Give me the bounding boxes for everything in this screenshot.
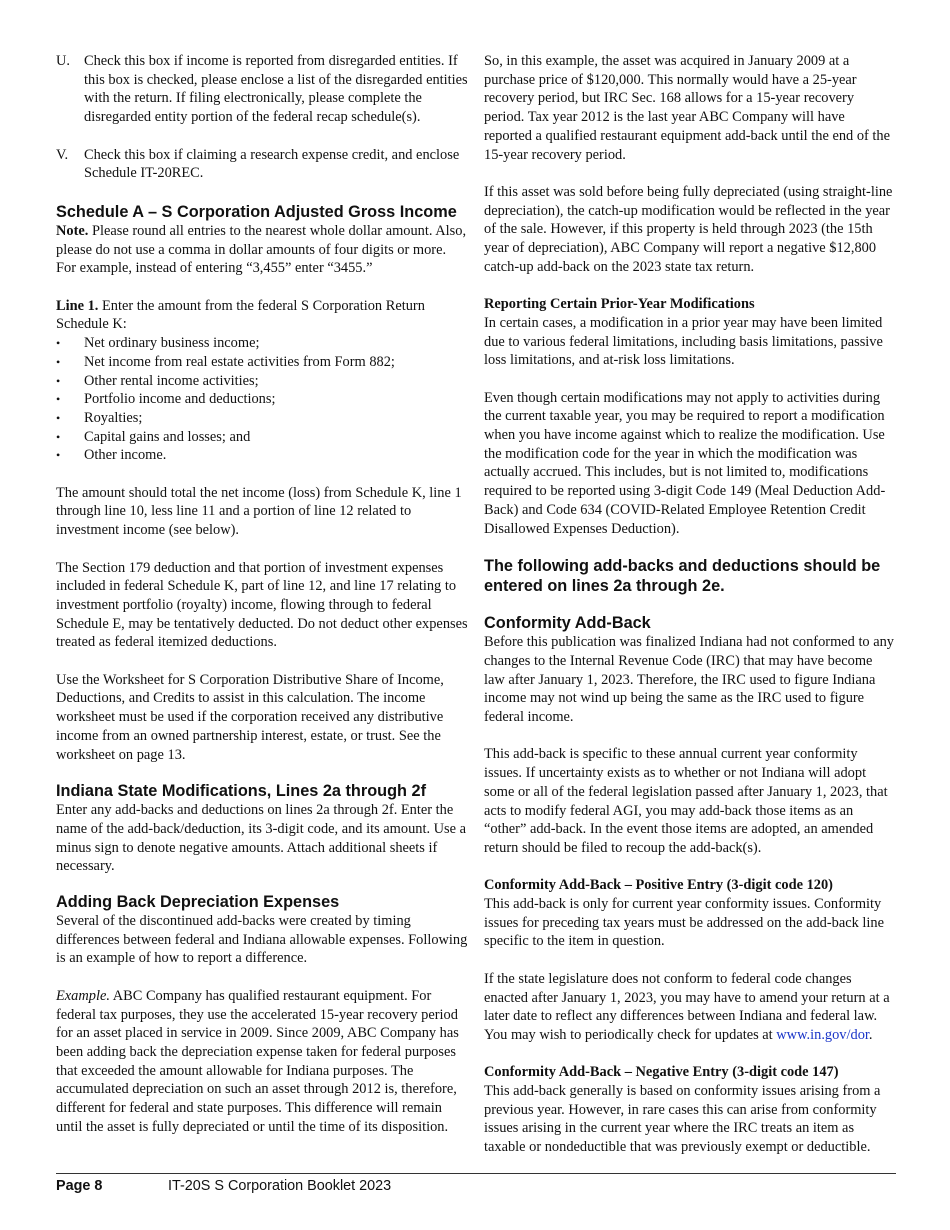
depreciation-paragraph: Several of the discontinued add-backs were created by timing differences between federal and Indiana allowable expenses. Following is an example of how to report a difference. [56,913,468,967]
example-label: Example. [56,987,110,1004]
note-label: Note. [56,222,89,239]
bullet-icon: • [56,392,61,407]
note-paragraph [56,222,468,278]
list-text: Check this box if income is reported from disregarded entities. If this box is checked, please enclose a list of the disregarded entities with the return. If filing electronically, please complete the disregarded entity portion of the federal recap schedule(s). [84,53,468,126]
example-text: ABC Company has qualified restaurant equipment. For federal tax purposes, they use the accelerated 15-year recovery period for an asset placed in service in 2009. Since 2009, ABC Company has been adding back the depreciation expense taken for federal purposes that exceeded the amount allowable for Indiana purposes. The accumulated depreciation on such an asset through 2012 is, therefore, different for federal and state purposes. This difference will remain until the asset is fully depreciated or until the time of its disposition. [56,987,459,1135]
indiana-paragraph: Enter any add-backs and deductions on lines 2a through 2f. Enter the name of the add-back/deduction, its 3-digit code, and its amount. Use a minus sign to denote negative amounts. Attach additional sheets if necessary. [56,802,467,875]
sold-asset-paragraph: If this asset was sold before being fully depreciated (using straight-line depreciation), the catch-up modification would be reflected in the year of the sale. However, if this property is held through 2023 (the 15th year of depreciation), ABC Company will report a negative $12,800 catch-up add-back on the 2023 state tax return. [484,183,893,275]
positive-entry-heading: Conformity Add-Back – Positive Entry (3-digit code 120) [484,877,833,894]
even-though-paragraph: Even though certain modifications may not apply to activities during the current taxable year, you may be required to report a modification when you have income against which to realize the modification. Use the modification code for the year in which the modification was actually accrued. This includes, but is not limited to, modifications required to be reported using 3-digit Code 149 (Meal Deduction Add-Back) and Code 634 (COVID-Related Employee Retention Credit Disallowed Expenses Deduction). [484,389,886,537]
list-marker: U. [56,53,70,69]
conformity-addback-heading: Conformity Add-Back [484,614,651,633]
total-paragraph: The amount should total the net income (loss) from Schedule K, line 1 through line 10, less line 11 and a portion of line 12 related to investment income (see below). [56,484,462,539]
bullet-icon: • [56,354,61,369]
list-marker: V. [56,146,69,163]
depreciation-heading: Adding Back Depreciation Expenses [56,893,340,912]
prior-year-heading: Reporting Certain Prior-Year Modifications [484,296,755,313]
bullet-item: • Portfolio income and deductions; [56,391,276,408]
positive-entry-paragraph: This add-back is only for current year conformity issues. Conformity issues for preceding tax years must be addressed on the add-back line specific to the item in question. [484,896,885,950]
indiana-modifications-heading: Indiana State Modifications, Lines 2a through 2f [56,782,426,801]
list-item-u [56,52,468,127]
right-column [484,52,896,1157]
footer-divider [56,1173,896,1174]
worksheet-paragraph: Use the Worksheet for S Corporation Distributive Share of Income, Deductions, and Credits to assist in this calculation. The income worksheet must be used if the corporation received any distributive income from an owned partnership interest, estate, or trust. See the worksheet on page 13. [56,671,444,763]
schedule-k-bullet-list [56,334,468,465]
example-paragraph [56,987,468,1137]
dor-website-link[interactable]: www.in.gov/dor [776,1026,869,1043]
list-text: Check this box if claiming a research expense credit, and enclose Schedule IT-20REC. [84,146,460,182]
negative-entry-heading: Conformity Add-Back – Negative Entry (3-digit code 147) [484,1064,839,1081]
line1-paragraph [56,297,468,334]
bullet-item: • Other rental income activities; [56,372,259,389]
bullet-icon: • [56,373,61,388]
bullet-icon: • [56,410,61,425]
section-179-paragraph: The Section 179 deduction and that portion of investment expenses included in federal Schedule K, part of line 12, and line 17 relating to investment portfolio (royalty) income, flowing through to federal Schedule E, may be tentatively deducted. Do not deduct other expenses treated as federal itemized deductions. [56,559,468,651]
schedule-a-heading: Schedule A – S Corporation Adjusted Gross Income [56,202,457,221]
bullet-item: • Other income. [56,447,167,464]
line1-text: Enter the amount from the federal S Corporation Return Schedule K: [56,297,425,333]
negative-entry-paragraph: This add-back generally is based on conformity issues arising from a previous year. However, in rare cases this can arise from conformity issues arising in the current year where the IRC treats an item as taxable or nondeductible that was previously exempt or deductible. [484,1083,881,1156]
note-text: Please round all entries to the nearest whole dollar amount. Also, please do not use a comma in dollar amounts of four digits or more. For example, instead of entering “3,455” enter “3455.” [56,222,467,277]
booklet-title: IT-20S S Corporation Booklet 2023 [168,1178,392,1194]
list-item-v [56,146,468,183]
page-number: Page 8 [56,1178,103,1194]
bullet-item: • Capital gains and losses; and [56,428,251,445]
bullet-item: • Net income from real estate activities from Form 882; [56,353,395,370]
bullet-icon: • [56,429,61,444]
bullet-icon: • [56,448,61,463]
line1-label: Line 1. [56,297,99,314]
specific-paragraph: This add-back is specific to these annual current year conformity issues. If uncertainty exists as to whether or not Indiana will adopt some or all of the federal legislation passed after January 1, 2023, that acts to modify federal AGI, you may add-back those items as an “other” add-back. In the event those items are adopted, an amended return should be filed to recoup the add-back(s). [484,746,888,856]
bullet-item: • Royalties; [56,409,143,426]
conformity-paragraph: Before this publication was finalized Indiana had not conformed to any changes to the Internal Revenue Code (IRC) that may have become law after January 1, 2023. Therefore, the IRC used to figure Indiana income may not wind up being the same as the IRC used to figure federal income. [484,634,895,726]
example-continued-paragraph: So, in this example, the asset was acquired in January 2009 at a purchase price of $120,000. This normally would have a 25-year recovery period, but IRC Sec. 168 allows for a 15-year recovery period. Tax year 2012 is the last year ABC Company will have reported a qualified restaurant equipment add-back until the end of the 15-year recovery period. [484,53,890,163]
legislature-paragraph: If the state legislature does not conform to federal code changes enacted after January 1, 2023, you may have to amend your return at a later date to reflect any differences between Indiana and federal law. You may wish to periodically check for updates at www.in.gov/dor. [484,970,890,1043]
prior-year-paragraph: In certain cases, a modification in a prior year may have been limited due to various federal limitations, including basis limitations, passive loss limitations, and at-risk loss limitations. [484,314,883,369]
left-column [56,52,468,1136]
following-addbacks-heading: The following add-backs and deductions should be entered on lines 2a through 2e. [484,557,881,596]
bullet-item: • Net ordinary business income; [56,335,260,352]
bullet-icon: • [56,336,61,351]
